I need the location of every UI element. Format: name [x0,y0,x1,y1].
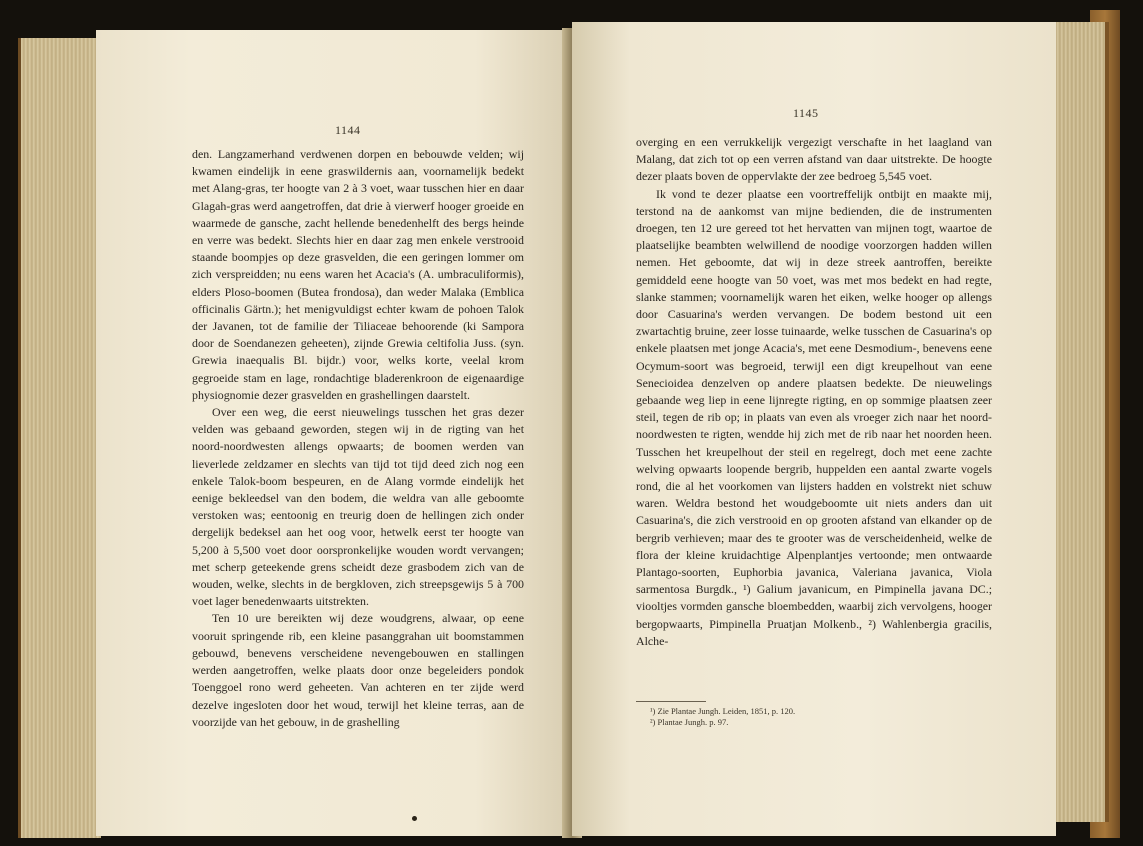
paragraph: overging en een verrukkelijk vergezigt verschafte in het laagland van Malang, dat zich tot op een verren afstand van daar uitstrekte. De hoogte dezer plaats boven de oppervlakte der zee bedroeg 5,545 voet. [636,135,992,184]
right-page-edges [1053,22,1109,822]
right-page [572,22,1056,836]
left-page-edges [18,38,101,838]
ink-mark [412,816,417,821]
left-page [96,30,570,836]
paragraph: Ik vond te dezer plaatse een voortreffelijk ontbijt en maakte mij, terstond na de aankomst van mijne bedienden, die de instrumenten droegen, ten 12 ure gereed tot het hervatten van mijnen togt, waartoe de plaatselijke beambten welwillend de noodige voorzorgen hadden willen nemen. Het geboomte, dat wij in deze streek aantroffen, bereikte gemiddeld eene hoogte van 50 voet, was met mos bedekt en had regte, slanke stammen; voornamelijk waren het eiken, welke hooger op allengs door Casuarina's werden vervangen. De bodem bestond uit een zwartachtig bruine, zeer losse tuinaarde, welke tusschen de Casuarina's op enkele plaatsen met jonge Acacia's, met eene Desmodium-, benevens eene Ocymum-soort was begroeid, terwijl een digt kreupelhout van eene Senecioidea denzelven op andere plaatsen bedekte. De nieuwelings gebaande weg liep in eene lijnregte rigting, en op sommige plaatsen zeer steil, tegen de rib op; in plaats van even als vroeger zich naar het noord-noordwesten te rigten, wendde hij zich met de rib naar het noorden heen. Tusschen het kreupelhout der steil en regelregt, doch met eene zachte welving opwaarts loopende bergrib, huppelden een aantal zwarte vogels rond, die al het voorkomen van lijsters hadden en volstrekt niet schuw waren. Weldra bestond het woudgeboomte uit niets anders dan uit Casuarina's, die zich verstrooid en op grooten afstand van elkander op de bergrib verhieven; maar des te grooter was de verscheidenheid, welke de flora der kleine kruidachtige Alpenplantjes vertoonde; men ontwaarde Plantago-soorten, Euphorbia javanica, Valeriana javanica, Viola sarmentosa Burgdk., ¹) Galium javanicum, en Pimpinella javana DC.; viooltjes vormden gansche bloembedden, waarbij zich vervolgens, hooger bergopwaarts, Pimpinella Pruatjan Molkenb., ²) Wahlenbergia gracilis, Alche- [636,186,992,648]
right-page-text [636,134,992,650]
footnote: ²) Plantae Jungh. p. 97. [650,717,729,727]
footnote-rule [636,701,706,702]
footnotes [636,706,992,728]
paragraph: Ten 10 ure bereikten wij deze woudgrens, alwaar, op eene vooruit springende rib, een kleine pasanggrahan uit boomstammen gebouwd, benevens verscheidene nevengebouwen en stallingen werden aangetroffen, welke plaats door onze begeleiders pondok Toenggoel rono werd geheeten. Van achteren en ter zijde werd dezelve ingesloten door het woud, terwijl het kleine terras, aan de voorzijde van het gebouw, in de grashelling [192,611,524,729]
page-number-left: 1144 [335,123,361,137]
left-page-text [192,146,524,731]
page-number-right: 1145 [793,106,819,120]
footnote: ¹) Zie Plantae Jungh. Leiden, 1851, p. 120. [650,706,796,716]
paragraph: den. Langzamerhand verdwenen dorpen en bebouwde velden; wij kwamen eindelijk in eene graswildernis aan, voornamelijk bedekt met Alang-gras, ter hoogte van 2 à 3 voet, waar tusschen hier en daar Glagah-gras werd aangetroffen, dat drie à vierwerf hooger groeide en waarmede de gansche, zacht hellende benedenhelft des bergs heinde en verre was bedekt. Slechts hier en daar zag men enkele verstrooid staande boompjes op deze grasvelden, die een geringen lommer om zich verspreidden; nu eens waren het Acacia's (A. umbraculiformis), elders Ploso-boomen (Butea frondosa), dan weder Malaka (Emblica officinalis Gärtn.); het menigvuldigst echter kwam de pohoen Talok der Javanen, tot de familie der Tiliaceae behoorende (ki Sampora door de Soendanezen geheeten), zijnde Grewia celtifolia Juss. (syn. Grewia inaequalis Bl. bijdr.) voor, welks korte, veelal krom gegroeide stam en lage, rondachtige bladerenkroon de eigenaardige physiognomie dezer grasvelden en grashellingen daarstelt. [192,147,524,402]
paragraph: Over een weg, die eerst nieuwelings tusschen het gras dezer velden was gebaand geworden, stegen wij in de rigting van het noord-noordwesten allengs opwaarts; de boomen werden van lieverlede zeldzamer en slechts van tijd tot tijd deed zich nog een enkele Talok-boom bespeuren, en de Alang vormde eindelijk het eenige bekleedsel van den bodem, die weldra van alle geboomte verstoken was; eentoonig en treurig doen de hellingen zich onder dergelijk bedeksel aan het oog voor, hetwelk eerst ter hoogte van 5,200 à 5,500 voet door oorspronkelijke wouden wordt vervangen; met scherp geteekende grens scheidt deze grasbodem zich van de wouden, welke, slechts in de bergkloven, zich streepsgewijs 5 à 700 voet lager benedenwaarts uitstrekten. [192,405,524,609]
